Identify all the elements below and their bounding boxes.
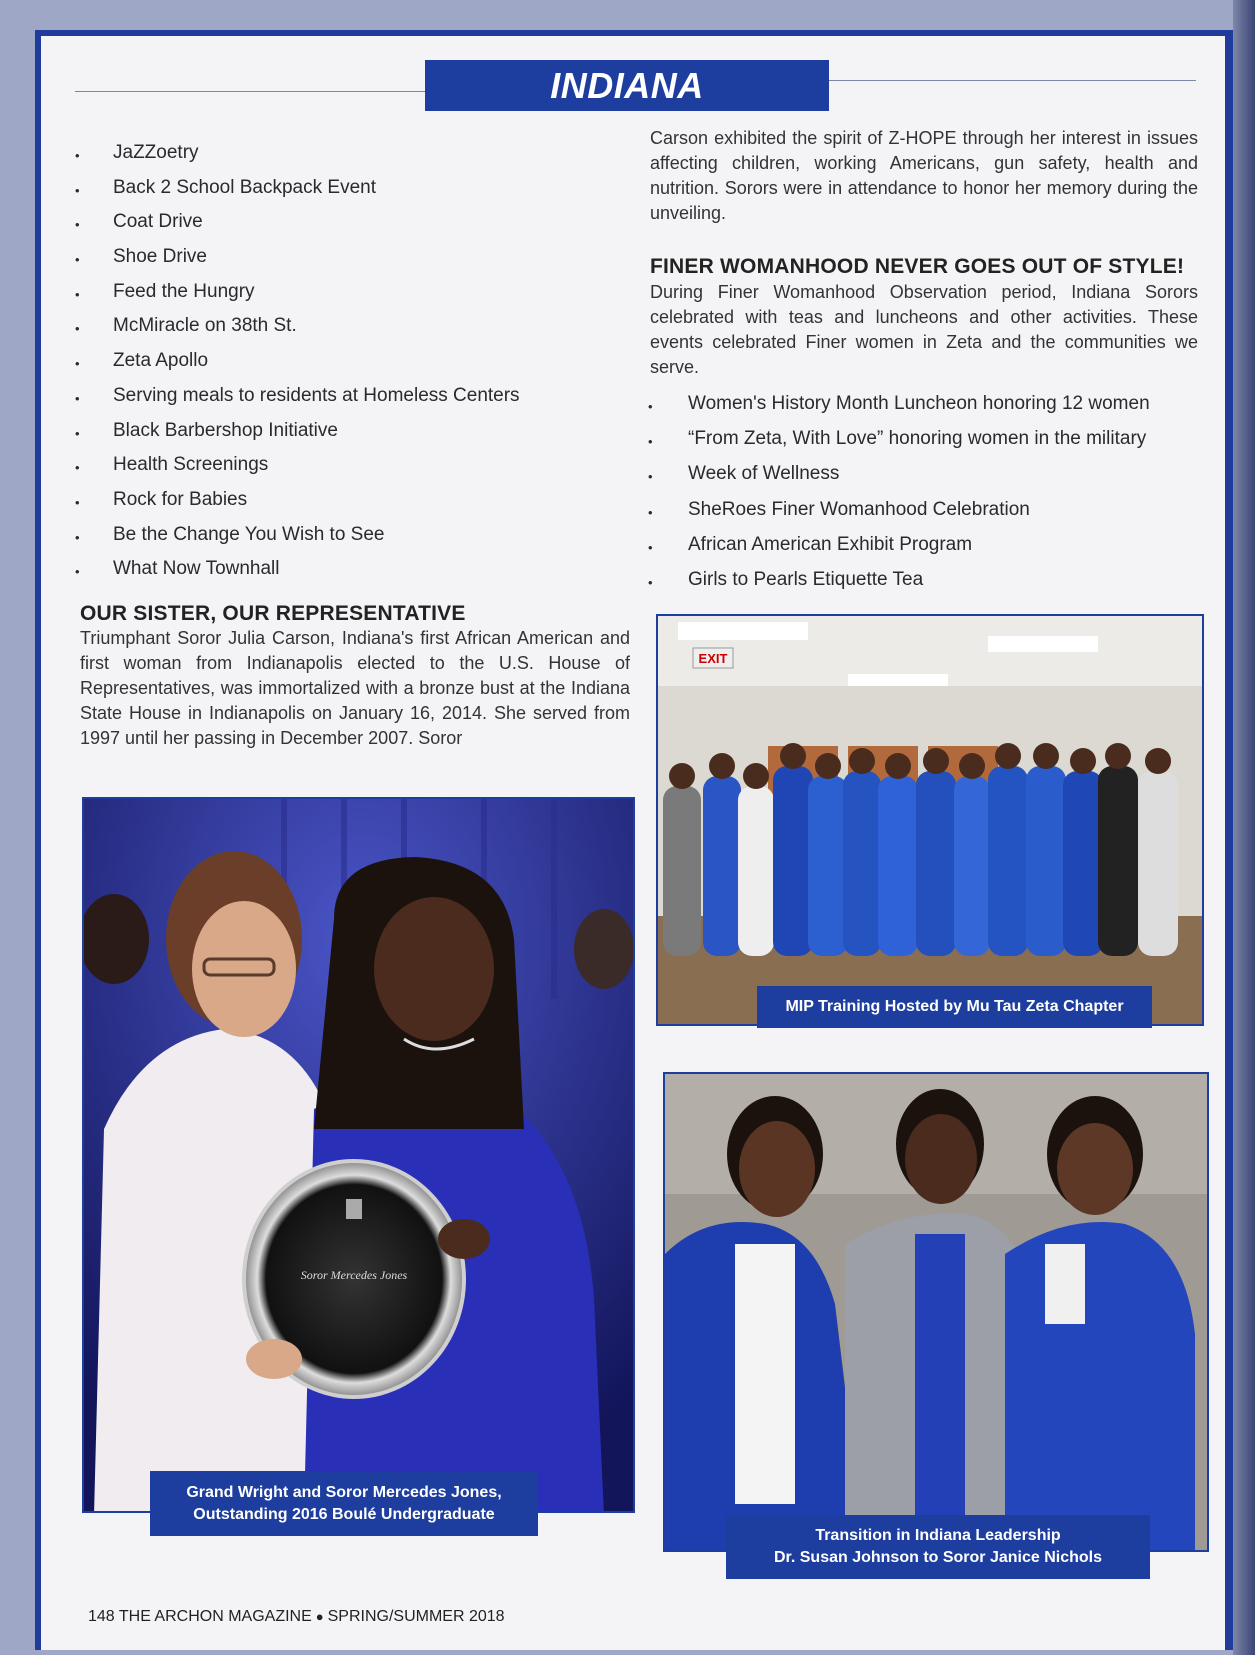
training-photo [656, 614, 1204, 1026]
training-caption: MIP Training Hosted by Mu Tau Zeta Chapter [757, 986, 1152, 1028]
list-item: • Week of Wellness [650, 456, 1190, 491]
list-item: • Back 2 School Backpack Event [75, 171, 595, 206]
list-item: • What Now Townhall [75, 552, 595, 587]
section-title: INDIANA [425, 60, 829, 111]
sister-continuation: Carson exhibited the spirit of Z-HOPE through her interest in issues affecting children, working Americans, gun safety, health and nutrition. Sorors were in attendance to honor her memory during the unveiling. [650, 128, 1198, 223]
list-item: • Feed the Hungry [75, 275, 595, 310]
list-item: • Shoe Drive [75, 240, 595, 275]
plaque-text: Soror Mercedes Jones [300, 1268, 408, 1282]
list-item: • JaZZoetry [75, 136, 595, 171]
list-item: • Serving meals to residents at Homeless Centers [75, 379, 595, 414]
training-photo-illustration [658, 616, 1204, 1026]
list-item: • Girls to Pearls Etiquette Tea [650, 562, 1190, 597]
finer-body: During Finer Womanhood Observation period, Indiana Sorors celebrated with teas and luncheons and other activities. These events celebrated Finer women in Zeta and the communities we serve. [650, 282, 1198, 377]
page-footer [88, 1608, 505, 1626]
exit-sign: EXIT [698, 651, 728, 666]
award-caption [150, 1471, 538, 1536]
list-item: • “From Zeta, With Love” honoring women in the military [650, 421, 1190, 456]
page-spine [1233, 0, 1255, 1655]
award-photo-illustration [84, 799, 635, 1513]
sister-body: Triumphant Soror Julia Carson, Indiana's first African American and first woman from Indianapolis elected to the U.S. House of Representatives, was immortalized with a bronze bust at the Indiana State House in Indianapolis on January 16, 2014. She served from 1997 until her passing in December 2007. Soror [80, 628, 630, 748]
leadership-caption [726, 1515, 1150, 1579]
header-rule-right [829, 80, 1196, 81]
list-item: • Zeta Apollo [75, 344, 595, 379]
magazine-name: THE ARCHON MAGAZINE [118, 1608, 312, 1625]
list-item: • Black Barbershop Initiative [75, 414, 595, 449]
separator-dot-icon: ● [315, 1609, 324, 1624]
award-caption-line2: Outstanding 2016 Boulé Undergraduate [193, 1505, 495, 1523]
list-item: • McMiracle on 38th St. [75, 309, 595, 344]
header-rule-left [75, 91, 425, 92]
leadership-caption-line1: Transition in Indiana Leadership [815, 1527, 1061, 1544]
leadership-photo-illustration [665, 1074, 1209, 1552]
list-item: • Coat Drive [75, 205, 595, 240]
finer-event-list [650, 386, 1190, 597]
leadership-photo [663, 1072, 1209, 1552]
award-caption-line1: Grand Wright and Soror Mercedes Jones, [186, 1483, 502, 1501]
list-item: • Rock for Babies [75, 483, 595, 518]
list-item: • Women's History Month Luncheon honoring 12 women [650, 386, 1190, 421]
issue-label: SPRING/SUMMER 2018 [327, 1608, 505, 1625]
list-item: • SheRoes Finer Womanhood Celebration [650, 492, 1190, 527]
list-item: • Be the Change You Wish to See [75, 518, 595, 553]
leadership-caption-line2: Dr. Susan Johnson to Soror Janice Nichols [773, 1549, 1103, 1566]
list-item: • Health Screenings [75, 448, 595, 483]
award-photo [82, 797, 635, 1513]
finer-heading: FINER WOMANHOOD NEVER GOES OUT OF STYLE! [650, 255, 1185, 278]
program-list [75, 136, 595, 587]
sister-heading: OUR SISTER, OUR REPRESENTATIVE [80, 602, 466, 625]
list-item: • African American Exhibit Program [650, 527, 1190, 562]
page-number: 148 [88, 1608, 115, 1625]
